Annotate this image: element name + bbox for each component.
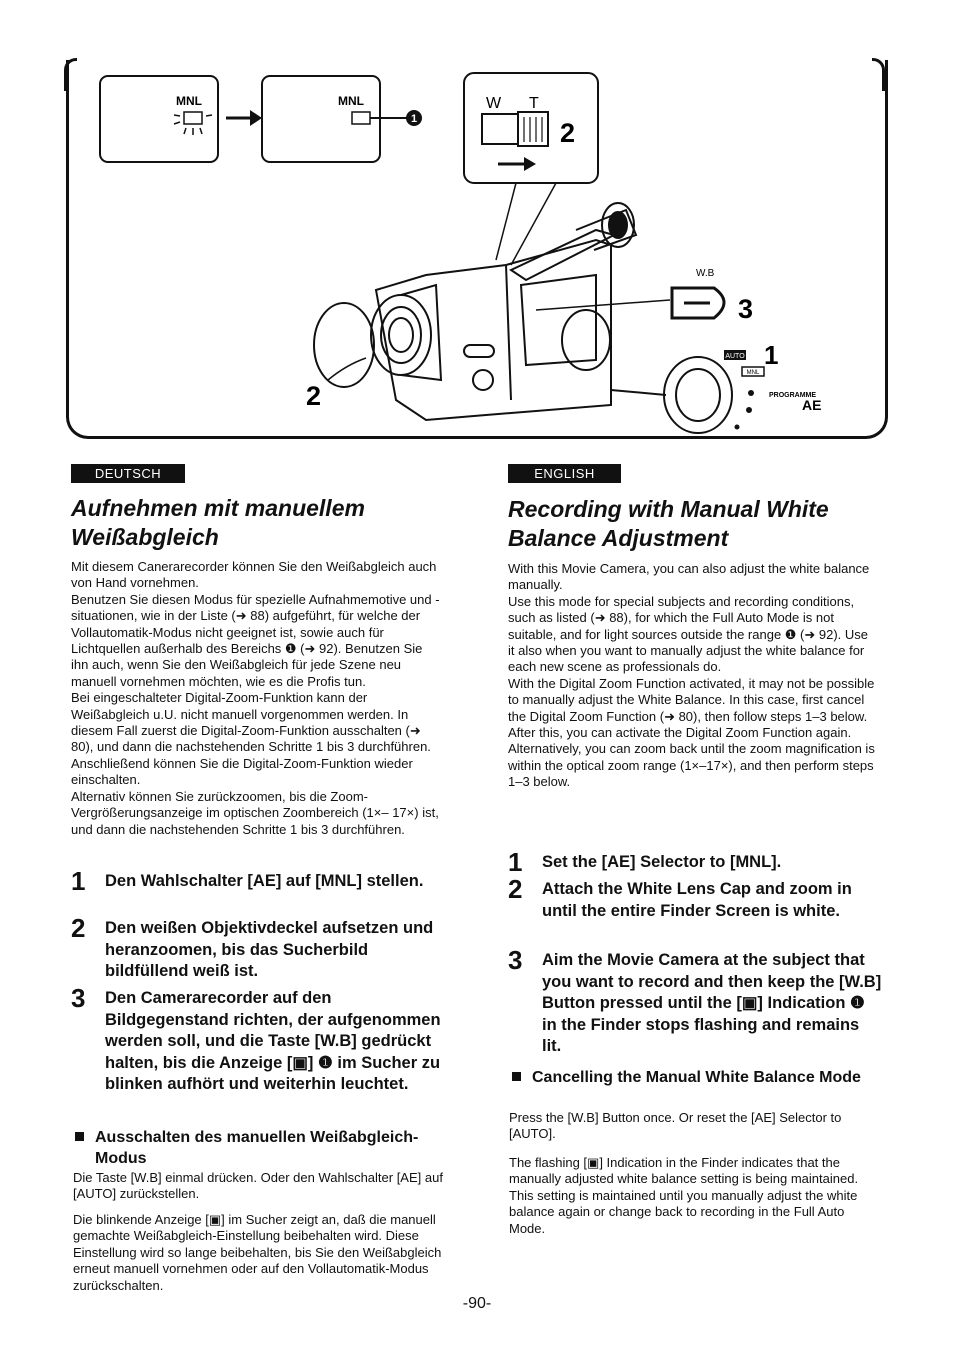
step-number: 2: [306, 381, 322, 411]
camcorder-body: [376, 240, 611, 420]
step-number: 1: [71, 866, 86, 896]
programme-label: PROGRAMME: [769, 392, 817, 399]
callout-number: 1: [410, 113, 418, 125]
portrait-mode-icon: [746, 407, 752, 413]
english-paragraph: Use this mode for special subjects and recording conditions, such as listed (➜ 88), for which the Full Auto Mode is not suitable, and for light sources outside the range ❶ (➜ 92). Use it also when you want to manually adjust the white balance for each new scene as professionals do.: [508, 593, 869, 675]
german-paragraph: Benutzen Sie diesen Modus für spezielle Aufnahmemotive und -situationen, wie in der Liste (➜ 88) aufgeführt, für welche der Vollautomatik-Modus nicht geeignet ist, sowie auch für Lichtquellen außerhalb des Bereichs ❶ (➜ 92). Benutzen Sie ihn auch, wenn Sie den Weißabgleich für jede Szene neu manuell vornehmen möchten, wie es die Profis tun.: [71, 591, 440, 689]
german-paragraph: Bei eingeschalteter Digital-Zoom-Funktion kann der Weißabgleich u.U. nicht manuell vorgenommen werden. In diesem Fall zuerst die Digital-Zoom-Funktion ausschalten (➜ 80), und dann die nachstehenden Schritte 1 bis 3 durchführen. Anschließend können Sie die Digital-Zoom-Funktion wieder einschalten.: [71, 690, 431, 788]
lens-barrel: [371, 285, 441, 380]
camcorder-illustration: [66, 60, 882, 436]
english-intro: [508, 561, 876, 791]
step-number: 2: [71, 913, 86, 943]
german-intro: [71, 559, 443, 838]
english-note-text: The flashing [▣] Indication in the Finder indicates that the manually adjusted white balance setting is being maintained. This setting is maintained until you manually adjust the white balance again or change back to recording in the Full Auto Mode.: [509, 1155, 859, 1236]
english-title: [508, 495, 928, 553]
english-paragraph: With the Digital Zoom Function activated, it may not be possible to manually adjust the White Balance. In this case, first cancel the Digital Zoom Function (➜ 80), then follow steps 1–3 below. After this, you can activate the Digital Zoom Function again.: [508, 675, 875, 741]
page-number: -90-: [462, 1295, 492, 1312]
cancel-heading-text: Ausschalten des manuellen Weißabgleich-Modus: [95, 1129, 419, 1167]
german-note-text: Die blinkende Anzeige [▣] im Sucher zeigt an, daß die manuell gemachte Weißabgleich-Einstellung beibehalten wird. Diese Einstellung wird so lange beibehalten, bis Sie den Weißabgleich erneut manuell vornehmen oder auf den Vollautomatik-Modus zurückschalten.: [73, 1212, 442, 1293]
german-paragraph: Alternativ können Sie zurückzoomen, bis die Zoom-Vergrößerungsanzeige im optischen Zoombereich (1×– 17×) ist, und dann die nachstehenden Schritte 1 bis 3 durchführen.: [71, 788, 439, 837]
wb-indicator-icon: [184, 112, 202, 124]
german-cancel-heading: [95, 1127, 425, 1169]
english-title-line2: Balance Adjustment: [508, 525, 729, 551]
step-number: 1: [508, 847, 523, 877]
english-cancel-text: Press the [W.B] Button once. Or reset the [AE] Selector to [AUTO].: [509, 1110, 842, 1142]
step-number: 2: [560, 118, 576, 148]
german-cancel-text: Die Taste [W.B] einmal drücken. Oder den Wahlschalter [AE] auf [AUTO] zurückstellen.: [73, 1170, 443, 1202]
german-title-line1: Aufnehmen mit manuellem: [71, 495, 365, 521]
arrow-right-icon: [498, 157, 536, 171]
english-cancel-heading: [532, 1067, 872, 1088]
finder-mode-label: MNL: [176, 94, 202, 108]
wb-indicator-icon: [352, 112, 370, 124]
english-step-1: [508, 847, 882, 877]
english-paragraph: With this Movie Camera, you can also adjust the white balance manually.: [508, 561, 870, 593]
ae-selector-dial: [611, 357, 732, 433]
step-text: Attach the White Lens Cap and zoom in until the entire Finder Screen is white.: [542, 880, 852, 920]
cancel-heading-text: Cancelling the Manual White Balance Mode: [532, 1069, 861, 1086]
german-title: [71, 494, 471, 552]
step-text: Den Wahlschalter [AE] auf [MNL] stellen.: [105, 872, 424, 890]
auto-mode-label: AUTO: [725, 353, 745, 360]
finder-mode-label: MNL: [338, 94, 364, 108]
arrow-right-icon: [226, 110, 262, 126]
german-step-3: [71, 983, 445, 1096]
viewfinder: [511, 203, 636, 280]
mnl-mode-label: MNL: [746, 370, 760, 376]
english-step-2: [508, 874, 882, 922]
bullet-square-icon: [512, 1072, 521, 1081]
english-step-3: [508, 945, 882, 1058]
german-title-line2: Weißabgleich: [71, 524, 219, 550]
flashing-rays-icon: [174, 115, 212, 135]
step-number: 3: [508, 945, 523, 975]
language-banner-german: DEUTSCH: [71, 464, 185, 483]
wb-button-label: W.B: [696, 268, 715, 279]
step-number: 1: [764, 340, 779, 370]
german-step-1: [71, 866, 435, 896]
zoom-tele-label: T: [529, 95, 539, 112]
ae-label: AE: [802, 397, 822, 413]
english-title-line1: Recording with Manual White: [508, 496, 829, 522]
bullet-square-icon: [75, 1132, 84, 1141]
sports-mode-icon: [748, 390, 754, 396]
zoom-wide-label: W: [486, 95, 502, 112]
finder-screen-lit: [262, 76, 380, 162]
finder-screen-flashing: [100, 76, 218, 162]
step-text: Den weißen Objektivdeckel aufsetzen und heranzoomen, bis das Sucherbild bildfüllend weiß ist.: [105, 919, 434, 980]
step-number: 3: [738, 294, 754, 324]
step-number: 2: [508, 874, 523, 904]
german-paragraph: Mit diesem Canerarecorder können Sie den Weißabgleich auch von Hand vornehmen.: [71, 559, 437, 591]
step-text: Den Camerarecorder auf den Bildgegenstand richten, der aufgenommen werden soll, und die Taste [W.B] gedrückt halten, bis die Anzeige [▣] ❶ im Sucher zu blinken aufhört und weiterhin leuchtet.: [105, 989, 441, 1093]
step-text: Set the [AE] Selector to [MNL].: [542, 853, 782, 871]
german-step-2: [71, 913, 445, 983]
step-text: Aim the Movie Camera at the subject that you want to record and then keep the [W.B] Button pressed until the [▣] Indication ❶ in the Finder stops flashing and remains lit.: [542, 951, 882, 1055]
step-number: 3: [71, 983, 86, 1013]
low-light-mode-icon: [735, 425, 740, 430]
white-lens-cap: [314, 303, 374, 387]
language-banner-english: ENGLISH: [508, 464, 621, 483]
english-paragraph: Alternatively, you can zoom back until the zoom magnification is within the optical zoom range (1×–17×), and then perform steps 1–3 below.: [508, 741, 875, 790]
